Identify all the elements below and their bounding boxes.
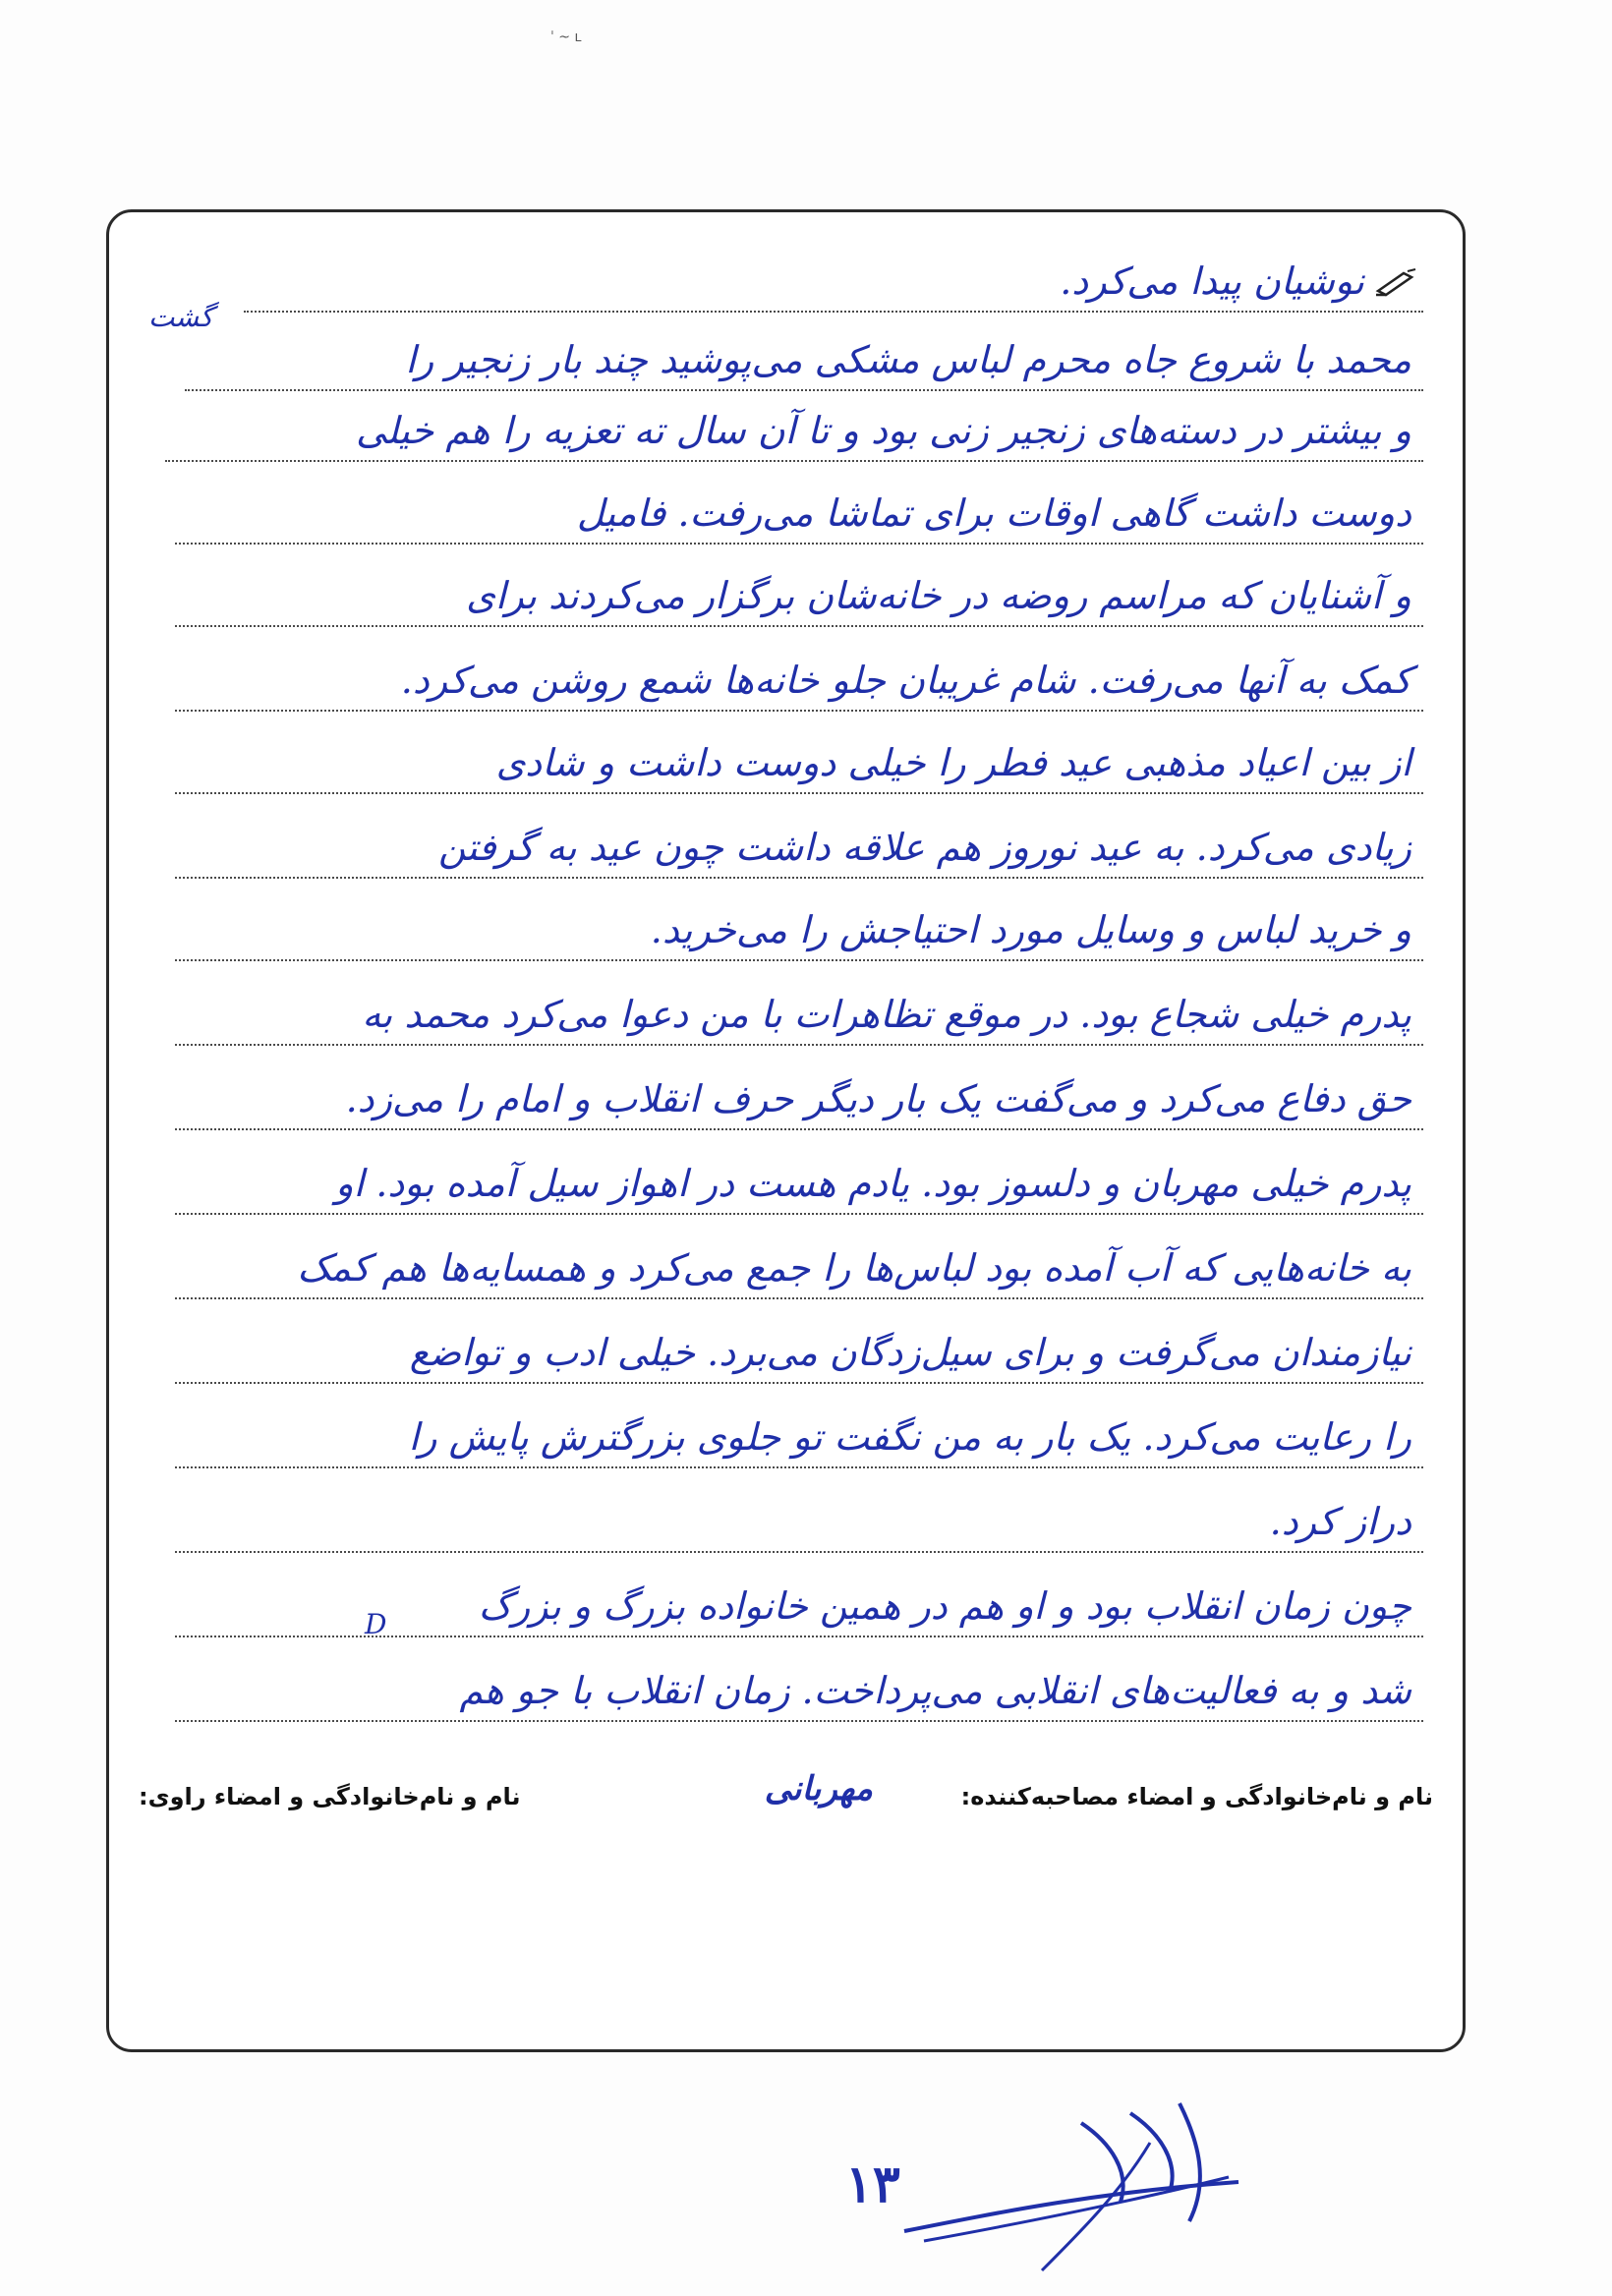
text-line <box>175 466 1423 545</box>
text-line <box>175 1643 1423 1722</box>
line-text: چون زمان انقلاب بود و او هم در همین خانواده بزرگ و بزرگ <box>478 1584 1411 1628</box>
text-line <box>185 313 1423 391</box>
line-text: به خانه‌هایی که آب آمده بود لباس‌ها را جمع می‌کرد و همسایه‌ها هم کمک <box>297 1246 1411 1290</box>
line-text: و خرید لباس و وسایل مورد احتیاجش را می‌خرید. <box>650 908 1411 951</box>
line-text: دوست داشت گاهی اوقات برای تماشا می‌رفت. فامیل <box>576 491 1411 535</box>
line-text: نیازمندان می‌گرفت و برای سیل‌زدگان می‌برد. خیلی ادب و تواضع <box>409 1331 1411 1374</box>
text-line <box>175 548 1423 627</box>
text-line <box>175 1136 1423 1215</box>
text-line <box>175 883 1423 961</box>
margin-note-top: گشت <box>148 301 213 333</box>
text-line <box>175 1221 1423 1299</box>
narrator-signature-label: نام و نام‌خانوادگی و امضاء راوی: <box>139 1783 521 1810</box>
text-line <box>175 633 1423 712</box>
line-text: پدرم خیلی مهربان و دلسوز بود. یادم هست در اهواز سیل آمده بود. او <box>335 1162 1411 1205</box>
text-line <box>175 1305 1423 1384</box>
text-line <box>175 1559 1423 1637</box>
line-text: حق دفاع می‌کرد و می‌گفت یک بار دیگر حرف انقلاب و امام را می‌زد. <box>345 1077 1411 1120</box>
text-line <box>175 1052 1423 1130</box>
line-text: را رعایت می‌کرد. یک بار به من نگفت تو جلوی بزرگترش پایش را <box>408 1415 1411 1459</box>
page-number: ۱۳ <box>845 2154 900 2214</box>
interviewer-signature-label: نام و نام‌خانوادگی و امضاء مصاحبه‌کننده: <box>960 1783 1433 1810</box>
title-row <box>244 234 1423 313</box>
pen-icon <box>1374 267 1419 297</box>
text-line <box>165 383 1423 462</box>
text-line <box>175 1390 1423 1468</box>
line-text: از بین اعیاد مذهبی عید فطر را خیلی دوست داشت و شادی <box>495 741 1411 784</box>
line-text: دراز کرد. <box>1269 1500 1411 1543</box>
text-line <box>175 967 1423 1046</box>
line-text: و آشنایان که مراسم روضه در خانه‌شان برگزار می‌کردند برای <box>466 574 1411 617</box>
handwritten-signature <box>885 2084 1258 2280</box>
line-text: شد و به فعالیت‌های انقلابی می‌پرداخت. زمان انقلاب با جو هم <box>459 1669 1411 1712</box>
line-text: زیادی می‌کرد. به عید نوروز هم علاقه داشت چون عید به گرفتن <box>438 826 1411 869</box>
scan-marks: ˈ ~ ʟ <box>550 29 582 45</box>
margin-note-bottom-left: D <box>365 1608 387 1640</box>
text-line <box>175 800 1423 879</box>
form-frame <box>106 209 1466 2052</box>
text-line <box>175 1474 1423 1553</box>
signature-footer <box>139 1769 1433 1832</box>
text-line <box>175 716 1423 794</box>
line-text: و بیشتر در دسته‌های زنجیر زنی بود و تا آن سال ته تعزیه را هم خیلی <box>356 409 1411 452</box>
line-text: پدرم خیلی شجاع بود. در موقع تظاهرات با من دعوا می‌کرد محمد به <box>362 993 1411 1036</box>
title-line: نوشیان پیدا می‌کرد. <box>1060 259 1364 303</box>
line-text: محمد با شروع جاه‌ محرم لباس مشکی می‌پوشید چند بار زنجیر را <box>405 338 1411 381</box>
line-text: کمک به آنها می‌رفت. شام غریبان جلو خانه‌ها شمع روشن می‌کرد. <box>400 659 1411 702</box>
interviewer-signature: مهربانی <box>764 1769 873 1808</box>
